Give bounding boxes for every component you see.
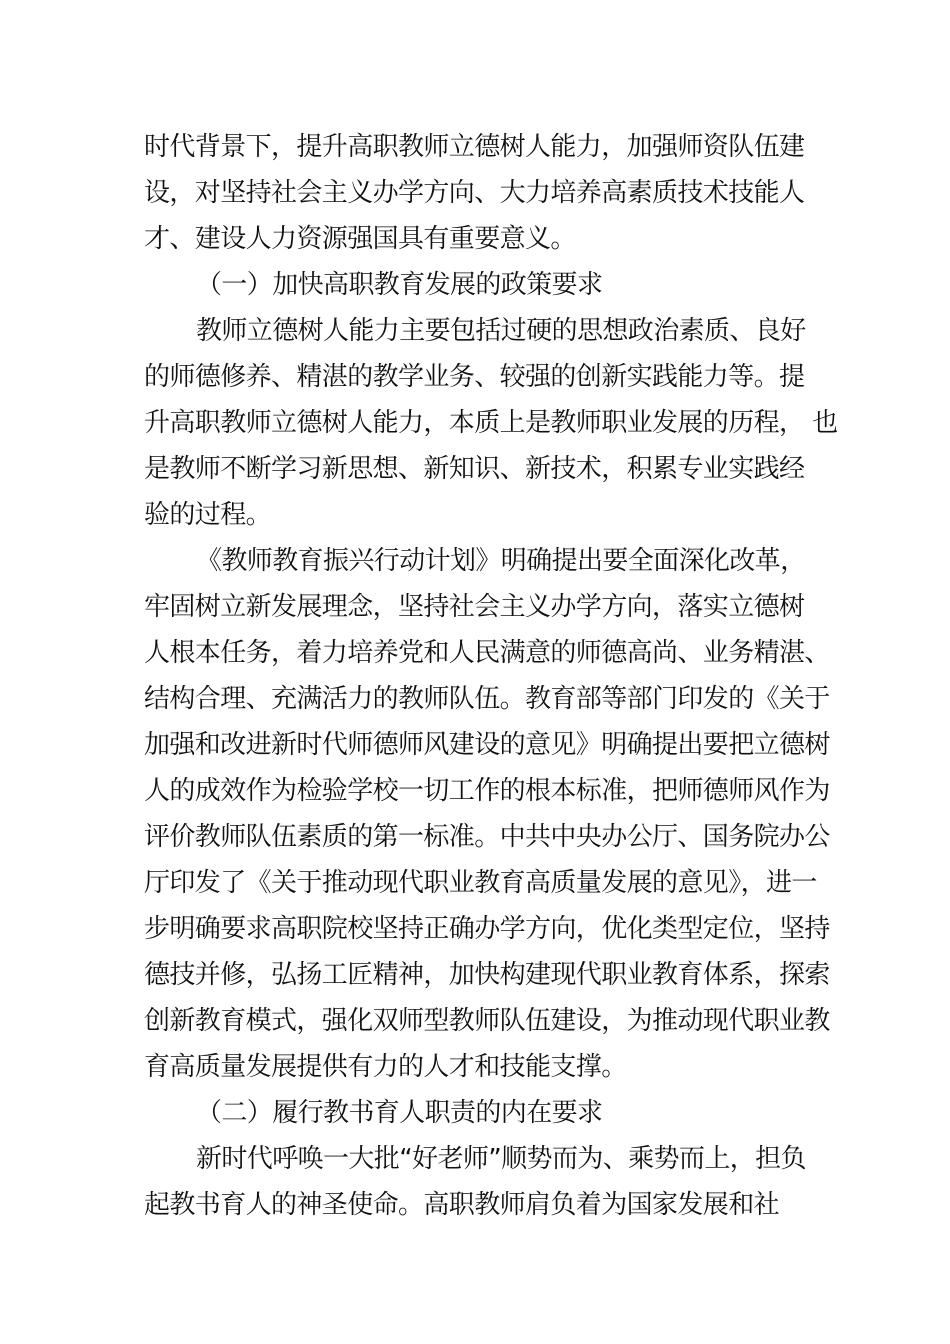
- body-line: 评价教师队伍素质的第一标准。中共中央办公厅、国务院办公: [144, 822, 830, 852]
- body-line: 育高质量发展提供有力的人才和技能支撑。: [144, 1052, 627, 1082]
- paragraph-start-line: 《教师教育振兴行动计划》明确提出要全面深化改革，: [196, 546, 806, 576]
- document-body: [144, 124, 838, 1228]
- body-line: 验的过程。: [144, 500, 272, 530]
- body-line: 的师德修养、精湛的教学业务、较强的创新实践能力等。提: [144, 362, 805, 392]
- section-heading-2: （二）履行教书育人职责的内在要求: [196, 1098, 603, 1128]
- body-line: 设，对坚持社会主义办学方向、大力培养高素质技术技能人: [144, 178, 805, 208]
- paragraph-start-line: 新时代呼唤一大批“好老师”顺势而为、乘势而上，担负: [196, 1144, 806, 1174]
- body-line: 人的成效作为检验学校一切工作的根本标准，把师德师风作为: [144, 776, 830, 806]
- body-line: 起教书育人的神圣使命。高职教师肩负着为国家发展和社: [144, 1190, 780, 1220]
- body-line: 创新教育模式，强化双师型教师队伍建设，为推动现代职业教: [144, 1006, 830, 1036]
- body-line: 时代背景下，提升高职教师立德树人能力，加强师资队伍建: [144, 132, 805, 162]
- section-heading-1: （一）加快高职教育发展的政策要求: [196, 270, 603, 300]
- body-line: 厅印发了《关于推动现代职业教育高质量发展的意见》，进一: [144, 868, 817, 898]
- body-line: 结构合理、充满活力的教师队伍。教育部等部门印发的《关于: [144, 684, 830, 714]
- paragraph-start-line: 教师立德树人能力主要包括过硬的思想政治素质、良好: [196, 316, 806, 346]
- body-line: 人根本任务，着力培养党和人民满意的师德高尚、业务精湛、: [144, 638, 830, 668]
- body-line: 才、建设人力资源强国具有重要意义。: [144, 224, 576, 254]
- body-line: 步明确要求高职院校坚持正确办学方向，优化类型定位，坚持: [144, 914, 830, 944]
- body-line: 升高职教师立德树人能力，本质上是教师职业发展的历程， 也: [144, 408, 838, 438]
- body-line: 德技并修，弘扬工匠精神，加快构建现代职业教育体系，探索: [144, 960, 830, 990]
- body-line: 是教师不断学习新思想、新知识、新技术，积累专业实践经: [144, 454, 805, 484]
- body-line: 牢固树立新发展理念，坚持社会主义办学方向，落实立德树: [144, 592, 805, 622]
- body-line: 加强和改进新时代师德师风建设的意见》明确提出要把立德树: [144, 730, 830, 760]
